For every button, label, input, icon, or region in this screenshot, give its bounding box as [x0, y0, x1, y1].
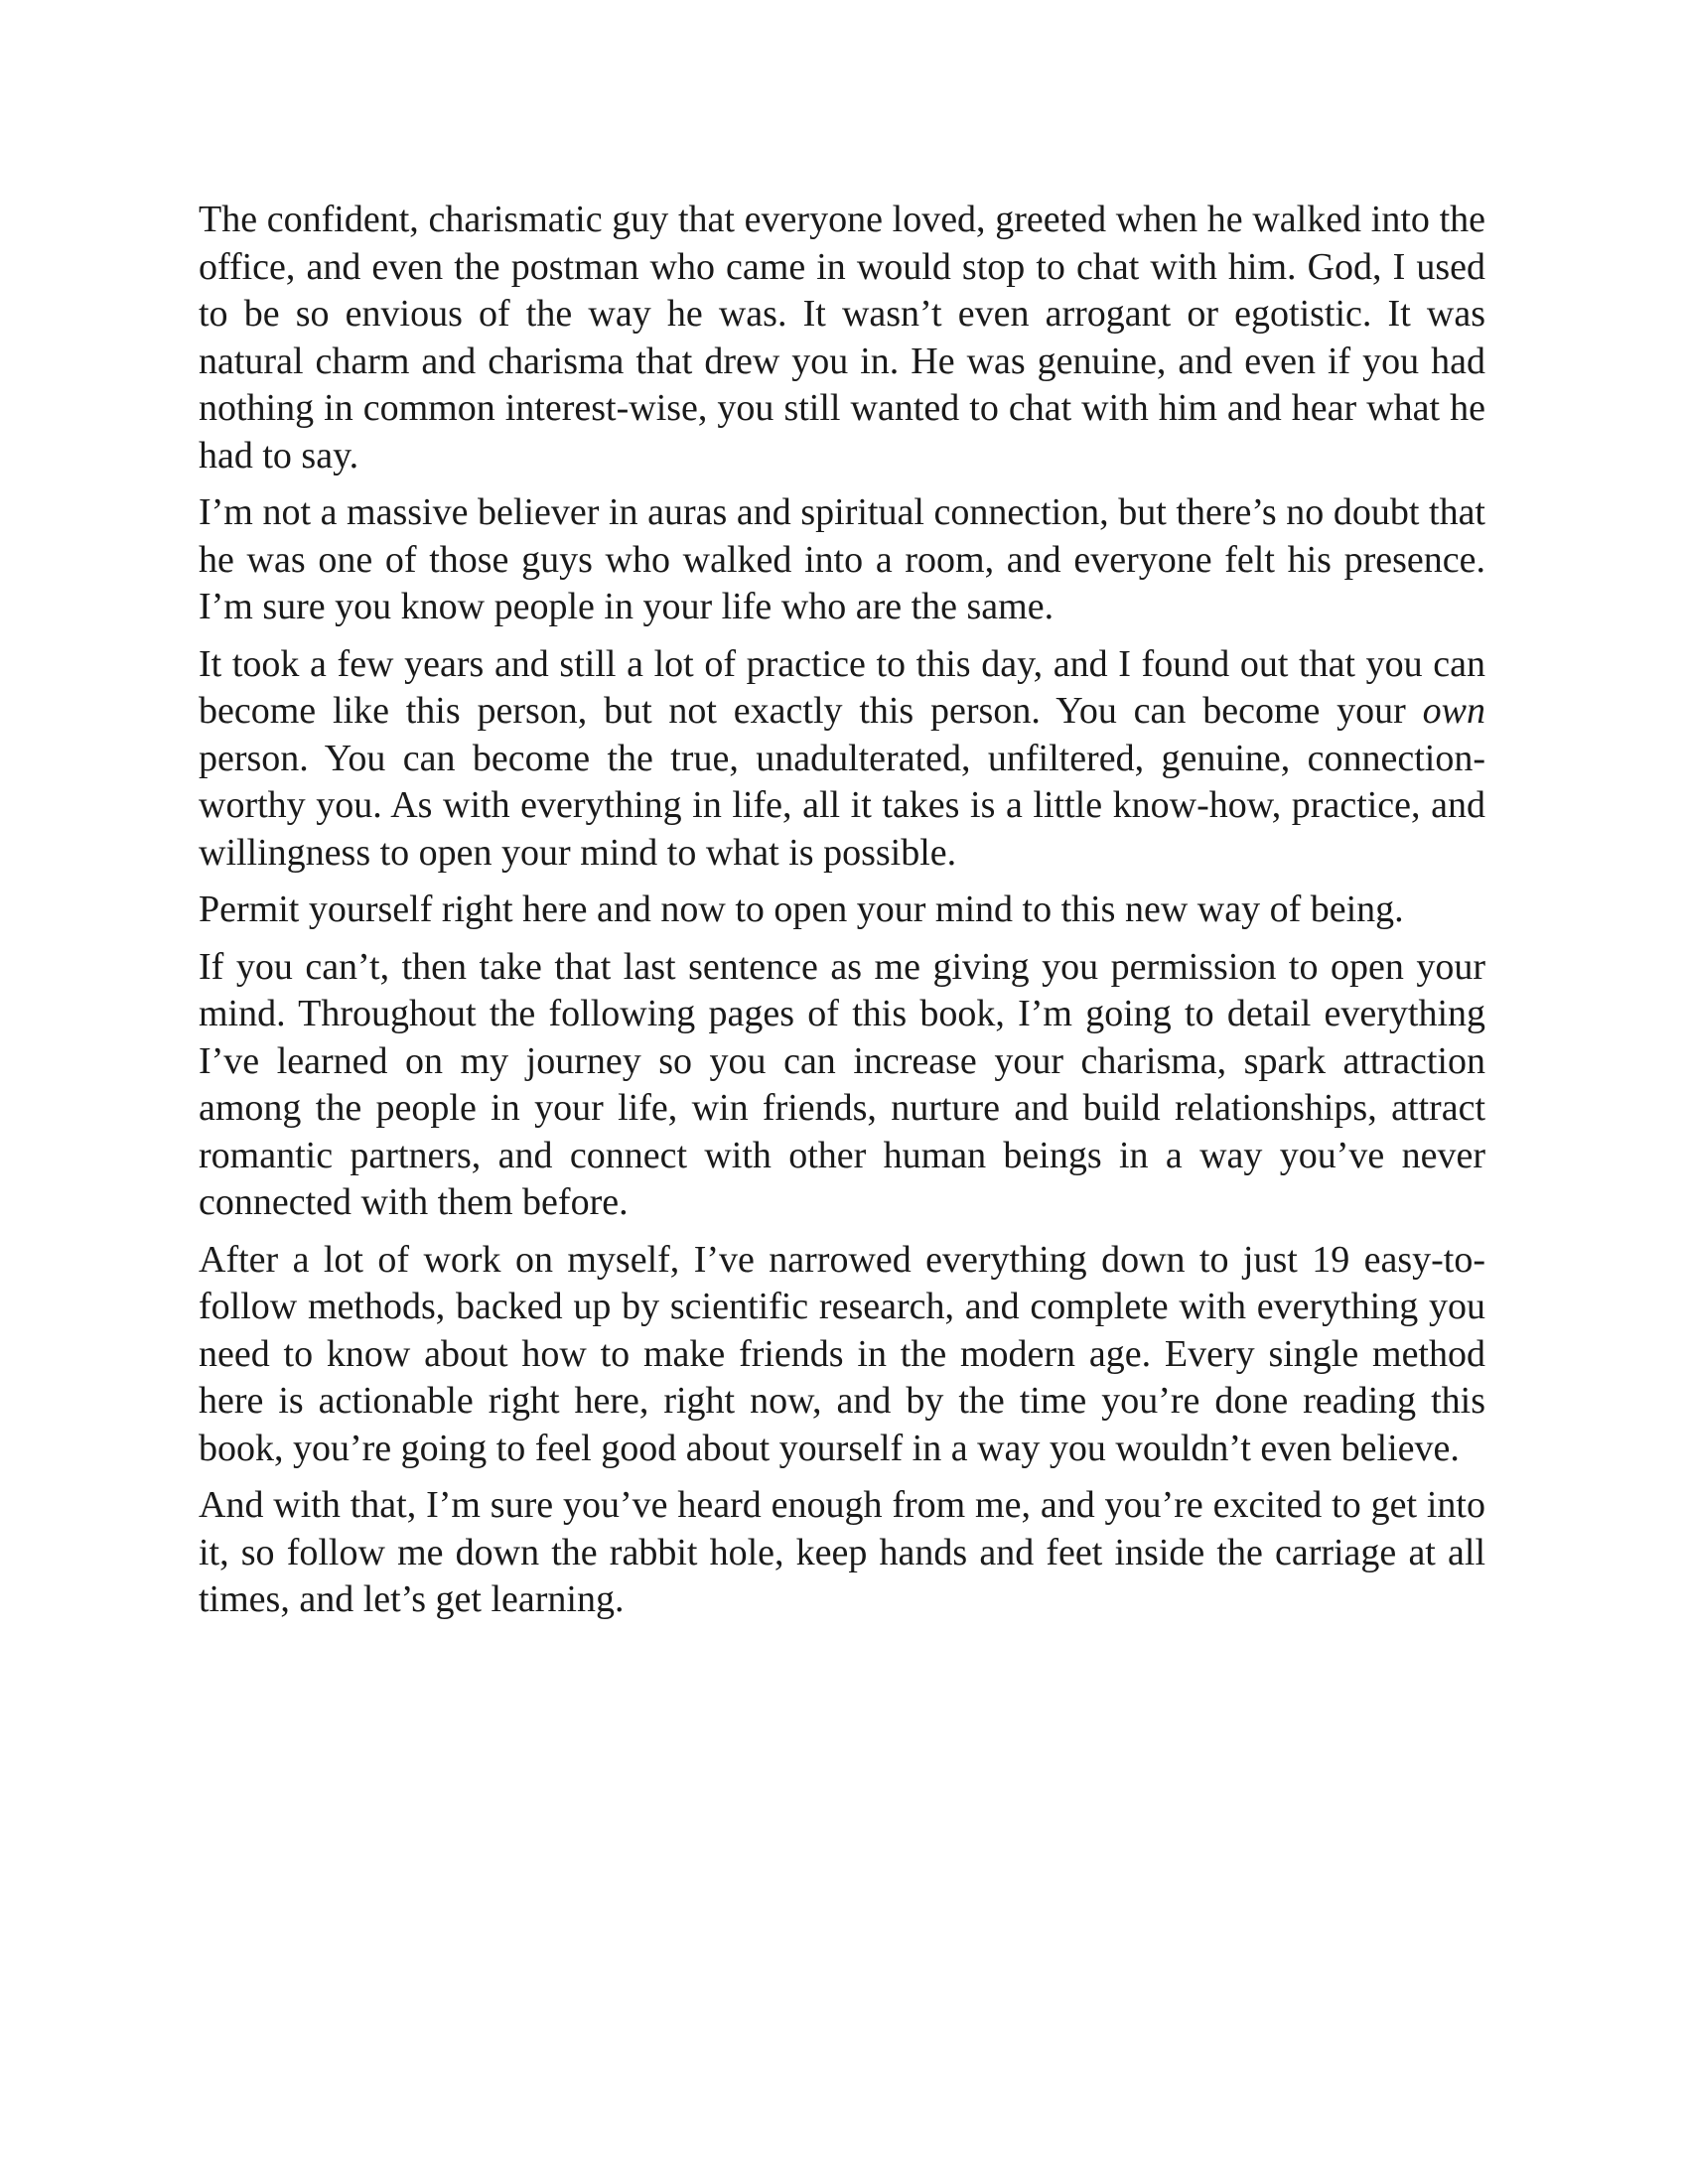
- paragraph-3-emphasis: own: [1422, 690, 1485, 732]
- paragraph-3-before: It took a few years and still a lot of practice to this day, and I found out that you can become like this person, but not exactly this person. You can become your: [199, 642, 1485, 732]
- body-text: [199, 197, 1485, 1634]
- paragraph-7: And with that, I’m sure you’ve heard enough from me, and you’re excited to get into it, so follow me down the rabbit hole, keep hands and feet inside the carriage at all times, and let’s get learning.: [199, 1484, 1485, 1620]
- paragraph-5: If you can’t, then take that last sentence as me giving you permission to open your mind. Throughout the following pages of this book, I’m going to detail everything I’ve learned on my journey so you can increase your charisma, spark attraction among the people in your life, win friends, nurture and build relationships, attract romantic partners, and connect with other human beings in a way you’ve never connected with them before.: [199, 945, 1485, 1223]
- paragraph-6: After a lot of work on myself, I’ve narrowed everything down to just 19 easy-to-follow methods, backed up by scientific research, and complete with everything you need to know about how to make friends in the modern age. Every single method here is actionable right here, right now, and by the time you’re done reading this book, you’re going to feel good about yourself in a way you wouldn’t even believe.: [199, 1238, 1485, 1469]
- paragraph-1: The confident, charismatic guy that everyone loved, greeted when he walked into the office, and even the postman who came in would stop to chat with him. God, I used to be so envious of the way he was. It wasn’t even arrogant or egotistic. It was natural charm and charisma that drew you in. He was genuine, and even if you had nothing in common interest-wise, you still wanted to chat with him and hear what he had to say.: [199, 199, 1485, 477]
- paragraph-3: [199, 641, 1485, 878]
- paragraph-2: I’m not a massive believer in auras and spiritual connection, but there’s no doubt that he was one of those guys who walked into a room, and everyone felt his presence. I’m sure you know people in your life who are the same.: [199, 491, 1485, 627]
- paragraph-3-after: person. You can become the true, unadulterated, unfiltered, genuine, connection-worthy you. As with everything in life, all it takes is a little know-how, practice, and willingness to open your mind to what is possible.: [199, 737, 1485, 874]
- paragraph-4: Permit yourself right here and now to open your mind to this new way of being.: [199, 888, 1404, 930]
